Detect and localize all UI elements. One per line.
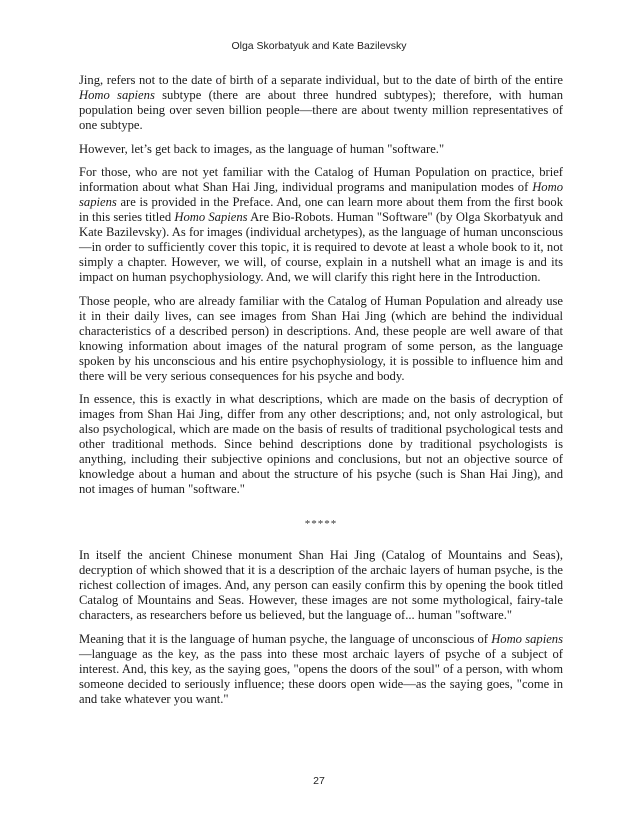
page-number: 27 bbox=[313, 775, 325, 787]
paragraph-7-emphasis: Homo sapiens bbox=[491, 631, 563, 646]
paragraph-1-text-a: Jing, refers not to the date of birth of a separate individual, but to the date of birth of the entire bbox=[79, 73, 563, 87]
paragraph-5 bbox=[79, 392, 563, 497]
paragraph-3 bbox=[79, 165, 563, 285]
paragraph-4 bbox=[79, 294, 563, 384]
paragraph-6-text: In itself the ancient Chinese monument Shan Hai Jing (Catalog of Mountains and Seas), decryption of which showed that it is a description of the archaic layers of human psyche, is the richest collection of images. And, any person can easily confirm this by opening the book titled Catalog of Mountains and Seas. However, these images are not some mythological, fairy-tale characters, as researchers before us believed, but the language of... human "software." bbox=[79, 548, 563, 622]
paragraph-6 bbox=[79, 548, 563, 623]
paragraph-3-emphasis-1: Homo sapiens bbox=[79, 180, 563, 209]
paragraph-7-text-a: Meaning that it is the language of human psyche, the language of unconscious of bbox=[79, 631, 492, 646]
paragraph-7 bbox=[79, 632, 563, 707]
paragraph-3-emphasis-2: Homo Sapiens bbox=[174, 210, 248, 224]
paragraph-3-text-b: are is provided in the Preface. And, one can learn more about them from the first book in this series titled bbox=[79, 195, 563, 224]
paragraph-3-text-a: For those, who are not yet familiar with the Catalog of Human Population on practice, brief information about what Shan Hai Jing, individual programs and manipulation modes of bbox=[79, 165, 563, 194]
running-header: Olga Skorbatyuk and Kate Bazilevsky bbox=[231, 40, 407, 52]
section-separator: ***** bbox=[304, 518, 338, 530]
paragraph-3-text-c: Are Bio-Robots. Human "Software" (by Olga Skorbatyuk and Kate Bazilevsky). As for images (individual archetypes), as the language of human unconscious—in order to sufficiently cover this topic, it is required to devote at least a whole book to it, not simply a chapter. However, we will, of course, explain in a nutshell what an image is and its impact on human psychophysiology. And, we will clarify this right here in the Introduction. bbox=[79, 210, 563, 284]
paragraph-2 bbox=[79, 142, 563, 157]
paragraph-2-text: However, let’s get back to images, as the language of human "software." bbox=[79, 141, 445, 156]
paragraph-1-emphasis: Homo sapiens bbox=[79, 88, 155, 102]
body-text bbox=[79, 73, 563, 715]
paragraph-7-text-b: —language as the key, as the pass into these most archaic layers of psyche of a subject of interest. And, this key, as the saying goes, "opens the doors of the soul" of a person, with whom someone decided to seriously influence; these doors open wide—as the saying goes, "come in and take whatever you want." bbox=[79, 646, 563, 706]
paragraph-4-text: Those people, who are already familiar with the Catalog of Human Population and already use it in their daily lives, can see images from Shan Hai Jing (which are behind the individual characteristics of a described person) in descriptions. And, these people are well aware of that knowing information about images of the natural program of some person, as the language spoken by his unconscious and his entire psychophysiology, it is possible to influence him and there will be very serious consequences for his psyche and body. bbox=[79, 293, 563, 383]
paragraph-1-text-b: subtype (there are about three hundred subtypes); therefore, with human population being over seven billion people—there are about twenty million representatives of one subtype. bbox=[79, 88, 563, 132]
paragraph-1 bbox=[79, 73, 563, 133]
paragraph-5-text: In essence, this is exactly in what descriptions, which are made on the basis of decryption of images from Shan Hai Jing, differ from any other descriptions; and, not only astrological, but also psychological, which are made on the basis of results of traditional psychological tests and other traditional methods. Since behind descriptions done by traditional psychologists is anything, including their subjective opinions and conclusions, but not an objective source of knowledge about a human and about the structure of his psyche (such is Shan Hai Jing), and not images of human "software." bbox=[79, 392, 563, 496]
